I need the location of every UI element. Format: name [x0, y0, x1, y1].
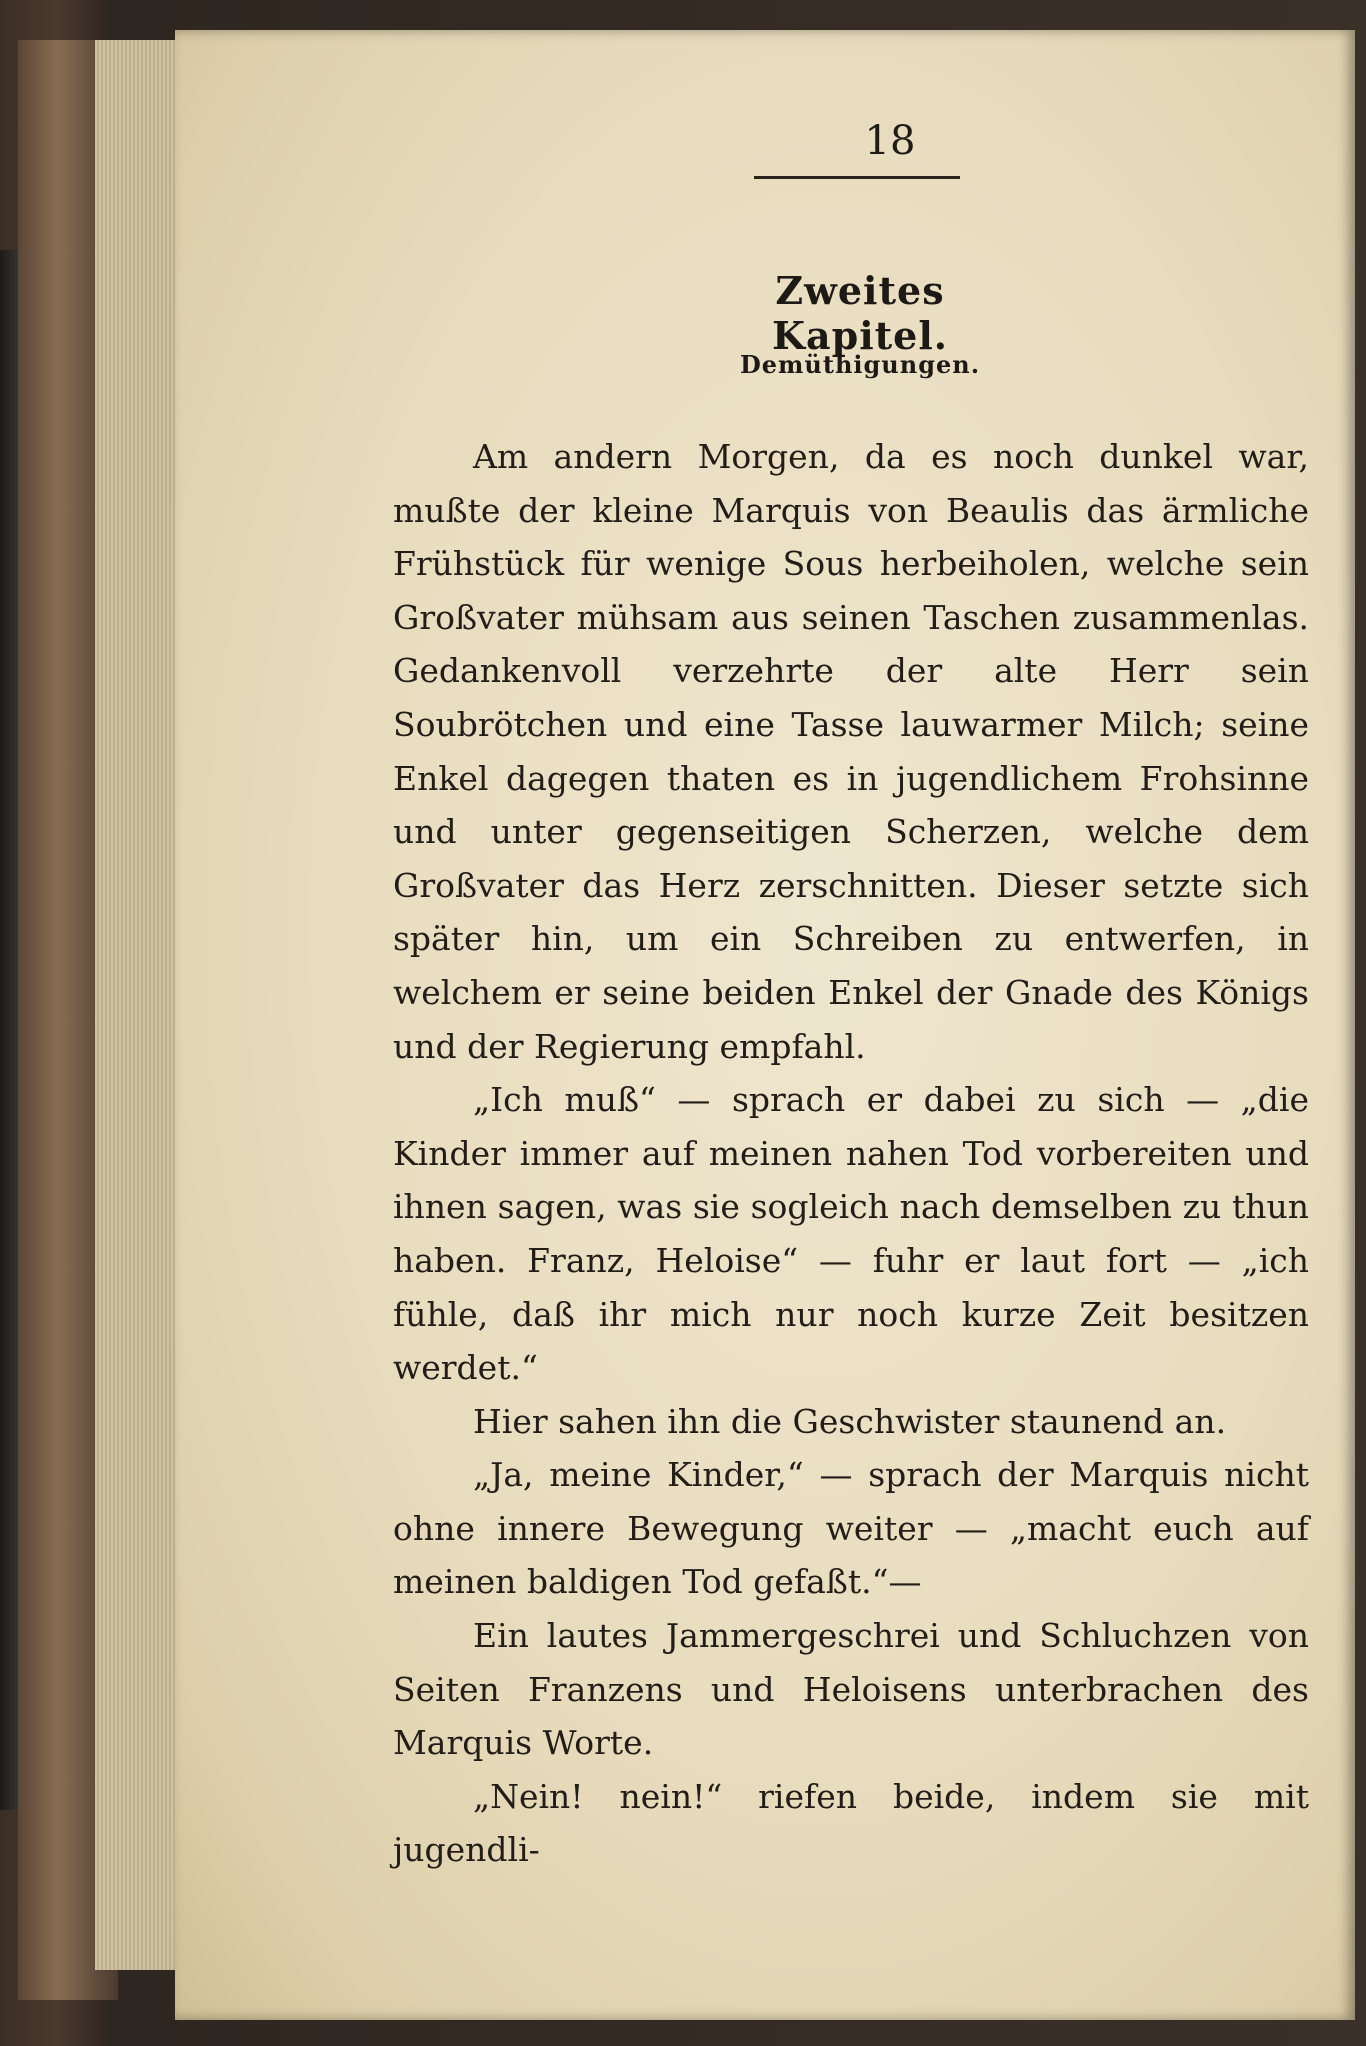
paragraph: „Nein! nein!“ riefen beide, indem sie mit jugendli-	[393, 1776, 1309, 1870]
paragraph: Am andern Morgen, da es noch dunkel war, mußte der kleine Marquis von Beaulis das ärmliche Frühstück für wenige Sous herbeiholen, welche sein Großvater mühsam aus seinen Taschen zusammenlas. Gedankenvoll verzehrte der alte Herr sein Soubrötchen und eine Tasse lauwarmer Milch; seine Enkel dagegen thaten es in jugendlichem Frohsinne und unter gegenseitigen Scherzen, welche dem Großvater das Herz zerschnitten. Dieser setzte sich später hin, um ein Schreiben zu entwerfen, in welchem er seine beiden Enkel der Gnade des Königs und der Regierung empfahl.	[393, 437, 1309, 1066]
page-number: 18	[864, 118, 916, 164]
paragraph: Hier sahen ihn die Geschwister staunend an.	[473, 1401, 1227, 1441]
body-text	[393, 430, 1309, 1877]
chapter-title: Zweites Kapitel.	[771, 268, 949, 358]
page-number-rule	[754, 176, 960, 179]
paragraph: Ein lautes Jammergeschrei und Schluchzen von Seiten Franzens und Heloisens unterbrachen des Marquis Worte.	[393, 1616, 1309, 1763]
chapter-subtitle: Demüthigungen.	[739, 350, 981, 379]
paragraph: „Ja, meine Kinder,“ — sprach der Marquis nicht ohne innere Bewegung weiter — „macht euch auf meinen baldigen Tod gefaßt.“—	[393, 1455, 1309, 1602]
paragraph: „Ich muß“ — sprach er dabei zu sich — „die Kinder immer auf meinen nahen Tod vorbereiten und ihnen sagen, was sie sogleich nach demselben zu thun haben. Franz, Heloise“ — fuhr er laut fort — „ich fühle, daß ihr mich nur noch kurze Zeit besitzen werdet.“	[393, 1080, 1309, 1388]
